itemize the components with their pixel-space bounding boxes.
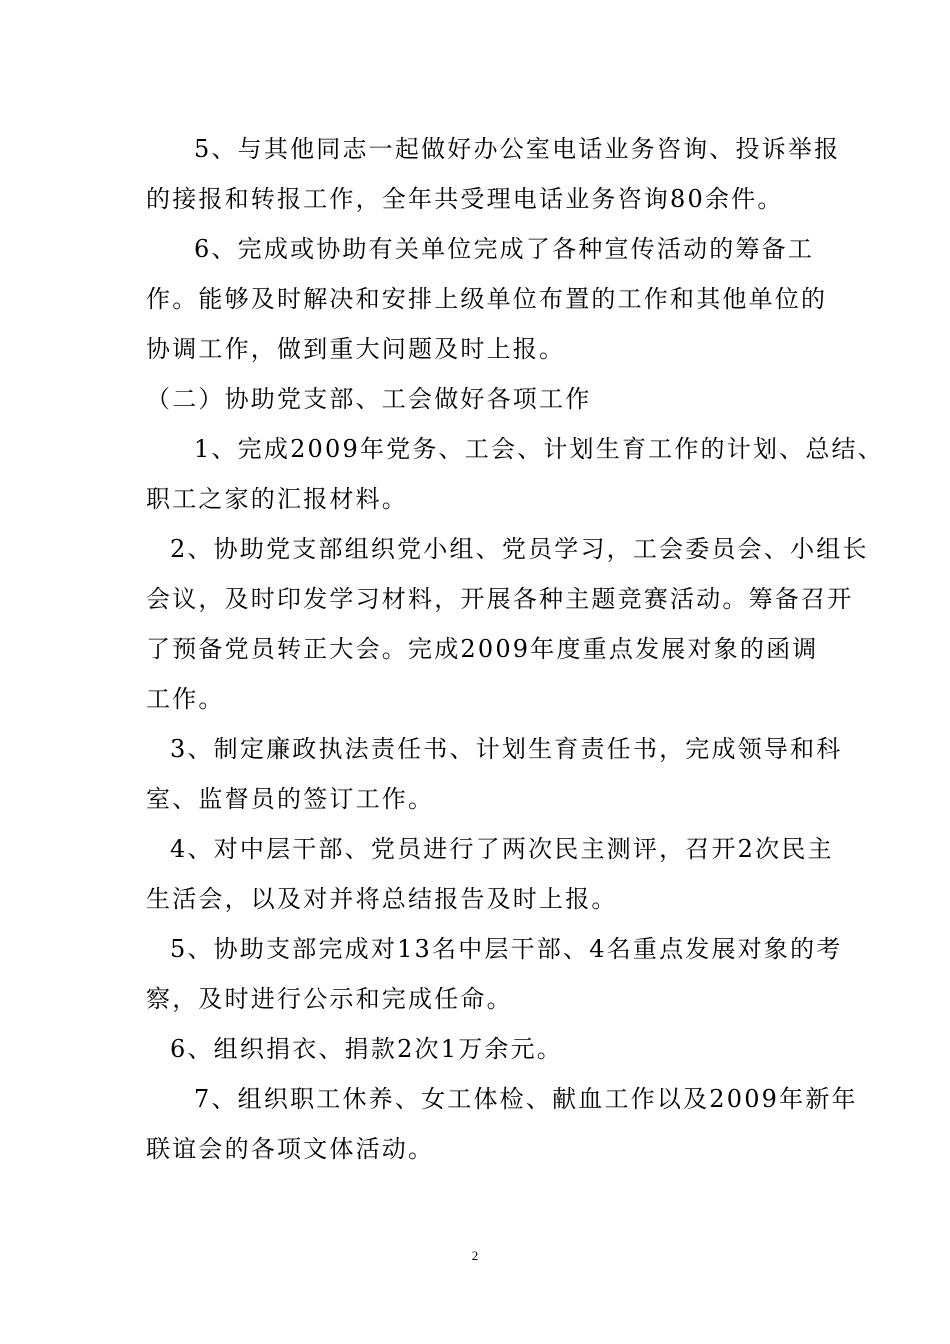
text-line: 4、对中层干部、党员进行了两次民主测评，召开2次民主 [170, 835, 834, 863]
text-line: 3、制定廉政执法责任书、计划生育责任书，完成领导和科 [170, 735, 843, 763]
text-line: 察，及时进行公示和完成任命。 [146, 985, 513, 1013]
text-line: 了预备党员转正大会。完成2009年度重点发展对象的函调 [146, 635, 819, 663]
text-line: 6、组织捐衣、捐款2次1万余元。 [170, 1035, 564, 1063]
text-line: 职工之家的汇报材料。 [146, 485, 408, 513]
text-line: 联谊会的各项文体活动。 [146, 1135, 435, 1163]
page-number: 2 [471, 1248, 479, 1263]
text-line: 协调工作，做到重大问题及时上报。 [146, 335, 566, 363]
text-line: 7、组织职工休养、女工体检、献血工作以及2009年新年 [194, 1085, 858, 1113]
text-line: 的接报和转报工作，全年共受理电话业务咨询80余件。 [146, 185, 784, 213]
text-line: 6、完成或协助有关单位完成了各种宣传活动的筹备工 [194, 235, 815, 263]
section-heading: （二）协助党支部、工会做好各项工作 [146, 385, 592, 413]
text-line: 工作。 [146, 685, 225, 713]
text-line: 室、监督员的签订工作。 [146, 785, 435, 813]
text-line: 5、与其他同志一起做好办公室电话业务咨询、投诉举报 [194, 135, 841, 163]
text-line: 1、完成2009年党务、工会、计划生育工作的计划、总结、 [194, 435, 884, 463]
text-line: 作。能够及时解决和安排上级单位布置的工作和其他单位的 [146, 285, 828, 313]
text-line: 5、协助支部完成对13名中层干部、4名重点发展对象的考 [170, 935, 843, 963]
text-line: 2、协助党支部组织党小组、党员学习，工会委员会、小组长 [170, 535, 869, 563]
text-line: 会议，及时印发学习材料，开展各种主题竞赛活动。筹备召开 [146, 585, 854, 613]
text-line: 生活会，以及对并将总结报告及时上报。 [146, 885, 618, 913]
